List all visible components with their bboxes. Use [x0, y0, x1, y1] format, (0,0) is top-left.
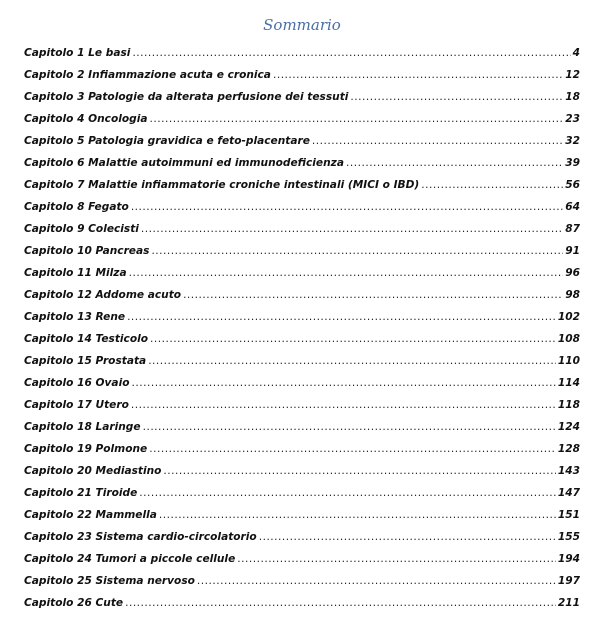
toc-entry-page-number: 96 [565, 267, 580, 279]
toc-entry-label: Capitolo 2 Infiammazione acuta e cronica [24, 69, 271, 81]
toc-entry-page-number: 18 [565, 91, 580, 103]
toc-dot-leader [132, 42, 570, 64]
toc-entry[interactable] [24, 460, 580, 482]
toc-entry-page-number: 151 [557, 509, 580, 521]
toc-entry-page-number: 108 [557, 333, 580, 345]
toc-entry-label: Capitolo 25 Sistema nervoso [24, 575, 195, 587]
toc-entry-page-number: 118 [557, 399, 580, 411]
toc-entry[interactable] [24, 108, 580, 130]
toc-list [24, 42, 580, 614]
toc-entry-label: Capitolo 23 Sistema cardio-circolatorio [24, 531, 257, 543]
toc-entry[interactable] [24, 482, 580, 504]
toc-entry[interactable] [24, 548, 580, 570]
toc-title: Sommario [263, 16, 341, 34]
toc-entry[interactable] [24, 526, 580, 548]
toc-entry[interactable] [24, 504, 580, 526]
toc-entry-label: Capitolo 11 Milza [24, 267, 127, 279]
toc-entry-page-number: 211 [557, 597, 580, 609]
toc-entry-label: Capitolo 12 Addome acuto [24, 289, 182, 301]
toc-dot-leader [346, 152, 563, 174]
toc-entry-page-number: 143 [557, 465, 580, 477]
toc-entry-page-number: 4 [572, 47, 580, 59]
toc-entry[interactable] [24, 592, 580, 614]
toc-entry-label: Capitolo 7 Malattie infiammatorie croniche intestinali (MICI o IBD) [24, 179, 420, 191]
toc-dot-leader [273, 64, 563, 86]
toc-entry[interactable] [24, 42, 580, 64]
toc-dot-leader [163, 460, 555, 482]
toc-dot-leader [149, 438, 556, 460]
toc-entry-page-number: 91 [565, 245, 580, 257]
toc-entry-label: Capitolo 19 Polmone [24, 443, 148, 455]
toc-dot-leader [197, 570, 556, 592]
toc-dot-leader [159, 504, 556, 526]
toc-dot-leader [129, 262, 564, 284]
toc-dot-leader [143, 416, 556, 438]
toc-entry-page-number: 102 [557, 311, 580, 323]
toc-entry[interactable] [24, 174, 580, 196]
toc-dot-leader [350, 86, 563, 108]
toc-entry-page-number: 124 [557, 421, 580, 433]
toc-dot-leader [312, 130, 563, 152]
toc-entry[interactable] [24, 394, 580, 416]
toc-entry-label: Capitolo 15 Prostata [24, 355, 147, 367]
toc-entry[interactable] [24, 350, 580, 372]
toc-dot-leader [131, 196, 563, 218]
toc-entry-page-number: 128 [557, 443, 580, 455]
toc-entry[interactable] [24, 328, 580, 350]
toc-entry[interactable] [24, 64, 580, 86]
toc-entry-label: Capitolo 3 Patologie da alterata perfusione dei tessuti [24, 91, 349, 103]
toc-entry[interactable] [24, 372, 580, 394]
toc-entry-label: Capitolo 16 Ovaio [24, 377, 130, 389]
toc-dot-leader [421, 174, 563, 196]
toc-entry-label: Capitolo 10 Pancreas [24, 245, 150, 257]
toc-entry-page-number: 39 [565, 157, 580, 169]
toc-entry-label: Capitolo 18 Laringe [24, 421, 141, 433]
toc-entry-label: Capitolo 5 Patologia gravidica e feto-placentare [24, 135, 310, 147]
toc-entry[interactable] [24, 570, 580, 592]
toc-entry-page-number: 98 [565, 289, 580, 301]
toc-entry-page-number: 56 [565, 179, 580, 191]
toc-entry-label: Capitolo 1 Le basi [24, 47, 131, 59]
toc-dot-leader [150, 328, 556, 350]
toc-dot-leader [141, 218, 563, 240]
toc-dot-leader [150, 108, 564, 130]
toc-entry[interactable] [24, 262, 580, 284]
toc-entry[interactable] [24, 86, 580, 108]
toc-entry-label: Capitolo 21 Tiroide [24, 487, 138, 499]
toc-entry[interactable] [24, 416, 580, 438]
toc-entry-label: Capitolo 24 Tumori a piccole cellule [24, 553, 236, 565]
toc-dot-leader [125, 592, 556, 614]
toc-entry-page-number: 155 [557, 531, 580, 543]
toc-dot-leader [131, 394, 556, 416]
toc-entry-page-number: 87 [565, 223, 580, 235]
toc-entry[interactable] [24, 152, 580, 174]
toc-dot-leader [148, 350, 556, 372]
toc-entry-page-number: 197 [557, 575, 580, 587]
toc-dot-leader [183, 284, 563, 306]
toc-entry[interactable] [24, 438, 580, 460]
toc-entry-label: Capitolo 14 Testicolo [24, 333, 149, 345]
toc-entry[interactable] [24, 196, 580, 218]
toc-entry-label: Capitolo 26 Cute [24, 597, 124, 609]
toc-entry-page-number: 64 [565, 201, 580, 213]
toc-entry-label: Capitolo 17 Utero [24, 399, 129, 411]
toc-entry-page-number: 23 [565, 113, 580, 125]
toc-entry[interactable] [24, 218, 580, 240]
toc-entry-page-number: 147 [557, 487, 580, 499]
toc-entry-label: Capitolo 8 Fegato [24, 201, 129, 213]
toc-entry-page-number: 194 [557, 553, 580, 565]
toc-dot-leader [139, 482, 556, 504]
toc-entry[interactable] [24, 284, 580, 306]
toc-dot-leader [151, 240, 563, 262]
toc-dot-leader [259, 526, 556, 548]
toc-entry-page-number: 110 [557, 355, 580, 367]
toc-dot-leader [237, 548, 556, 570]
toc-entry-label: Capitolo 6 Malattie autoimmuni ed immunodeficienza [24, 157, 344, 169]
toc-entry-page-number: 114 [557, 377, 580, 389]
toc-dot-leader [127, 306, 556, 328]
toc-entry-label: Capitolo 22 Mammella [24, 509, 157, 521]
toc-entry-page-number: 12 [565, 69, 580, 81]
toc-entry-label: Capitolo 4 Oncologia [24, 113, 148, 125]
toc-entry[interactable] [24, 306, 580, 328]
toc-entry-label: Capitolo 13 Rene [24, 311, 126, 323]
toc-entry-label: Capitolo 20 Mediastino [24, 465, 162, 477]
toc-entry-page-number: 32 [565, 135, 580, 147]
toc-entry[interactable] [24, 240, 580, 262]
toc-entry[interactable] [24, 130, 580, 152]
toc-entry-label: Capitolo 9 Colecisti [24, 223, 139, 235]
toc-dot-leader [131, 372, 555, 394]
